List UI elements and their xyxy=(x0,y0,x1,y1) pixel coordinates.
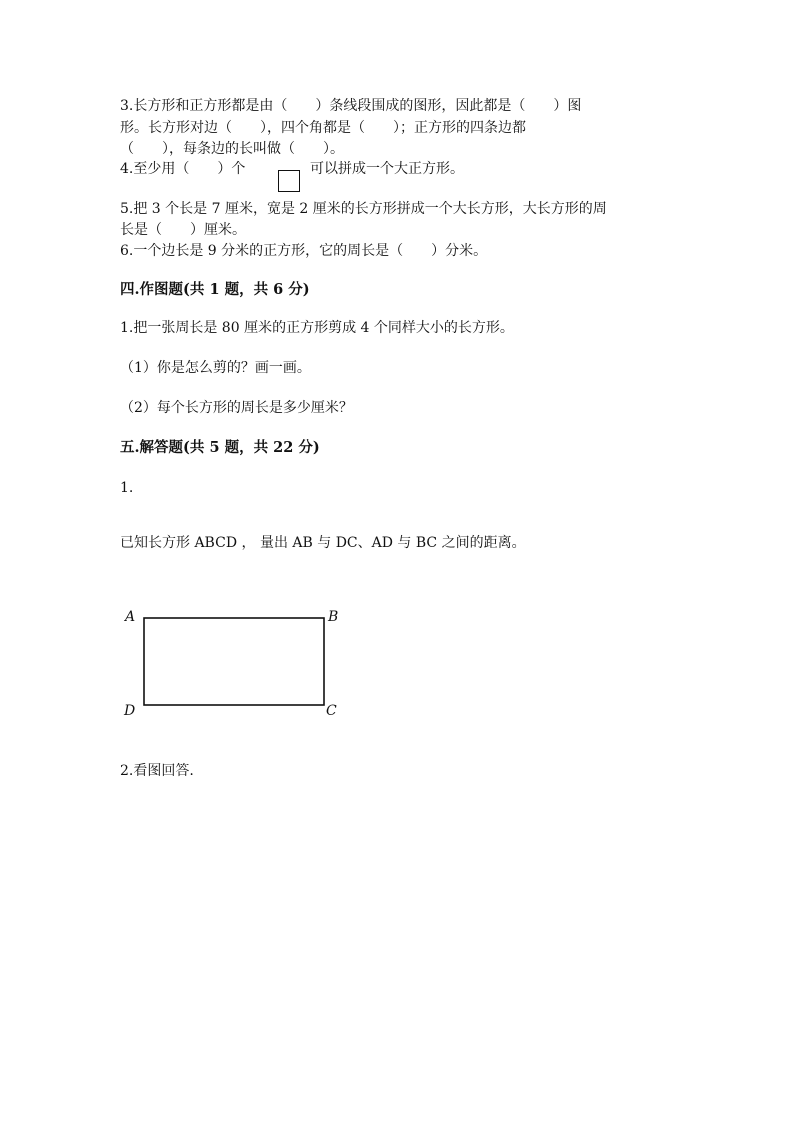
q3-line-3: （ ），每条边的长叫做（ ）。 xyxy=(120,141,344,157)
q3-line-2: 形。长方形对边（ ），四个角都是（ ）；正方形的四条边都 xyxy=(120,120,526,136)
vertex-label-b: B xyxy=(328,609,339,625)
section4-heading: 四.作图题(共 1 题，共 6 分) xyxy=(120,281,310,298)
q3-line-1: 3.长方形和正方形都是由（ ）条线段围成的图形，因此都是（ ）图 xyxy=(120,98,582,114)
vertex-label-a: A xyxy=(125,609,136,625)
rectangle-abcd xyxy=(144,618,324,705)
section5-q1-text: 已知长方形 ABCD ， 量出 AB 与 DC、AD 与 BC 之间的距离。 xyxy=(120,535,526,551)
q4-text-after: 可以拼成一个大正方形。 xyxy=(310,161,464,177)
q6-text: 6.一个边长是 9 分米的正方形，它的周长是（ ）分米。 xyxy=(120,243,488,259)
section5-q1-number: 1. xyxy=(120,480,134,496)
section4-sub1: （1）你是怎么剪的？画一画。 xyxy=(120,360,311,376)
vertex-label-c: C xyxy=(326,703,337,719)
unit-square-figure xyxy=(278,170,300,192)
section4-sub2: （2）每个长方形的周长是多少厘米？ xyxy=(120,400,353,416)
section4-q1: 1.把一张周长是 80 厘米的正方形剪成 4 个同样大小的长方形。 xyxy=(120,320,514,336)
vertex-label-d: D xyxy=(124,703,136,719)
q5-line-1: 5.把 3 个长是 7 厘米，宽是 2 厘米的长方形拼成一个大长方形，大长方形的周 xyxy=(120,201,607,217)
q5-line-2: 长是（ ）厘米。 xyxy=(120,222,246,238)
section5-q2: 2.看图回答. xyxy=(120,763,194,779)
section5-heading: 五.解答题(共 5 题，共 22 分) xyxy=(120,439,320,456)
q4-text-before: 4.至少用（ ）个 xyxy=(120,161,246,177)
rectangle-abcd-figure xyxy=(118,598,358,728)
